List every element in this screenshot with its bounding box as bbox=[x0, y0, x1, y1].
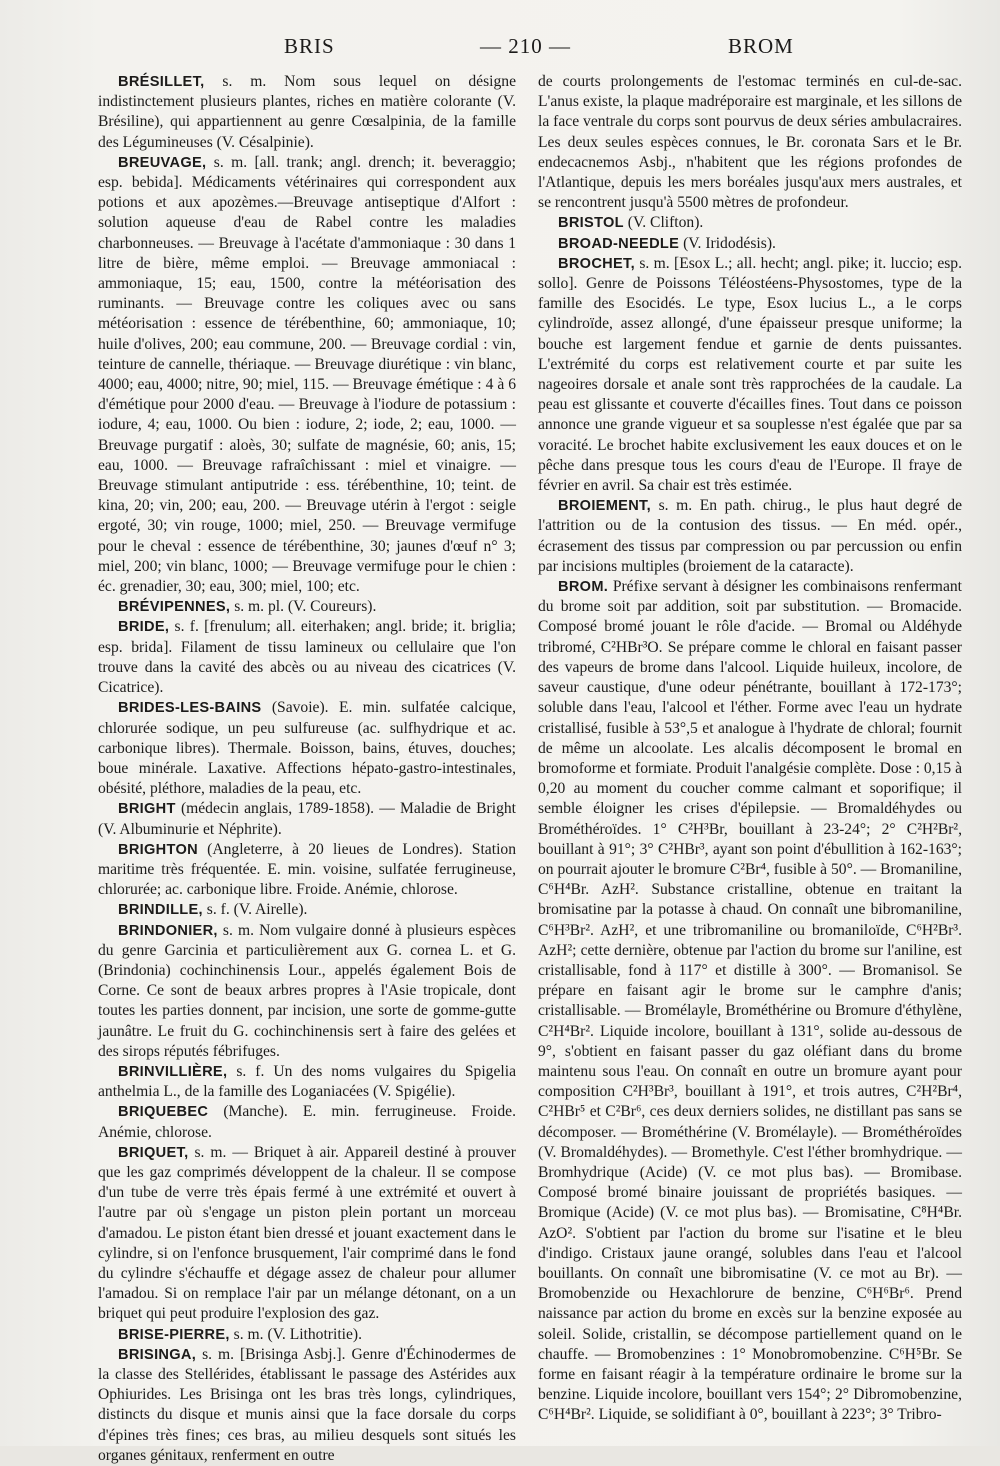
entry-headword: BROAD-NEEDLE bbox=[558, 235, 680, 252]
dictionary-entry bbox=[98, 1102, 516, 1142]
entry-headword: BROM. bbox=[558, 579, 609, 596]
dictionary-entry bbox=[98, 1143, 516, 1325]
dictionary-entry bbox=[98, 921, 516, 1062]
entry-headword: BRIQUET, bbox=[118, 1144, 189, 1161]
entry-definition: s. m. (V. Lithotritie). bbox=[233, 1325, 363, 1343]
entry-definition: s. m. [Esox L.; all. hecht; angl. pike; it. luccio; esp. sollo]. Genre de Poissons Téléostéens-Physostomes, type de la famille des Esocidés. Le type, Esox lucius L., a le corps cylindroïde, assez allongé, d'une épaisseur presque uniforme; la bouche est largement fendue et garnie de dents puissantes. L'extrémité du corps est relativement courte et par suite les nageoires dorsale et anale sont très rapprochées de la caudale. La peau est glissante et couverte d'écailles fines. Tout dans ce poisson annonce une grande vigueur et sa souplesse n'est égalée que par sa voracité. Le brochet habite exclusivement les eaux douces et on le pêche dans presque tous les cours d'eau de l'Europe. Il fraye de février en avril. Sa chair est très estimée. bbox=[538, 254, 962, 495]
dictionary-entry bbox=[538, 72, 962, 213]
dictionary-entry bbox=[98, 1062, 516, 1102]
entry-definition: s. m. pl. (V. Coureurs). bbox=[234, 598, 377, 616]
running-header bbox=[88, 34, 800, 64]
entry-headword: BRISE-PIERRE, bbox=[118, 1326, 230, 1343]
dictionary-entry bbox=[538, 234, 962, 254]
entry-definition: (Manche). E. min. ferrugineuse. Froide. Anémie, chlorose. bbox=[98, 1103, 516, 1141]
entry-definition: Préfixe servant à désigner les combinaisons renfermant du brome soit par addition, soit par substitution. — Bromacide. Composé bromé jouant le rôle d'acide. — Bromal ou Aldéhyde tribromé, C²HBr³O. Se prépare comme le chloral en faisant passer des vapeurs de brome dans l'alcool. Liquide huileux, incolore, de saveur caustique, d'une odeur pénétrante, bouillant à 172-173°; soluble dans l'eau, l'alcool et l'éther. Forme avec l'eau un hydrate cristallisé, fusible à 53°,5 et analogue à l'hydrate de chloral; fournit de même un alcoolate. Les alcalis décomposent le bromal en bromoforme et formiate. Produit l'analgésie complète. Dose : 0,15 à 0,20 au moment du coucher comme calmant et soporifique; il semble éloigner les crises d'épilepsie. — Bromaldéhydes ou Brométhéroïdes. 1° C²H³Br, bouillant à 23-24°; 2° C²H²Br², bouillant à 91°; 3° C²HBr³, ayant son point d'ébullition à 162-163°; on pourrait ajouter le bromure C²Br⁴, fusible à 50°. — Bromaniline, C⁶H⁴Br. AzH². Substance cristalline, obtenue en traitant la bromisatine par la potasse à chaud. On connaît une bibromaniline, C⁶H³Br². AzH², et une tribromaniline ou bromaniloïde, C⁶H²Br³. AzH²; cette dernière, obtenue par l'action du brome sur l'aniline, est cristallisable, fond à 117° et distille à 300°. — Bromanisol. Se prépare en faisant agir le brome sur le camphre d'anis; cristallisable. — Bromélayle, Brométhérine ou Bromure d'éthylène, C²H⁴Br². Liquide incolore, bouillant à 131°, solide au-dessous de 9°, s'obtient en faisant passer du gaz oléfiant dans du brome maintenu sous l'eau. On connaît en outre un bromure ayant pour composition C²H³Br³, bouillant à 191°, et trois autres, C²H²Br⁴, C²HBr⁵ et C²Br⁶, ces deux derniers solides, ne distillant pas sans se décomposer. — Brométhérine (V. Bromélayle). — Brométhéroïdes (V. Bromaldéhydes). — Bromethyle. C'est l'éther bromhydrique. — Bromhydrique (Acide) (V. ce mot plus bas). — Bromibase. Composé bromé binaire jouissant de propriétés basiques. — Bromique (Acide) (V. ce mot plus bas). — Bromisatine, C⁸H⁴Br. AzO². S'obtient par l'action du brome sur l'isatine et le bleu d'indigo. Cristaux jaune orangé, solubles dans l'eau et l'alcool bouillants. On connaît une bibromisatine (V. ce mot au Br). — Bromobenzide ou Hexachlorure de benzine, C⁶H⁶Br⁶. Prend naissance par action du brome en excès sur la benzine exposée au soleil. Solide, cristallin, se décompose partiellement quand on le chauffe. — Bromobenzines : 1° Monobromobenzine. C⁶H⁵Br. Se forme en faisant réagir à la température ordinaire le brome sur la benzine. Liquide incolore, bouillant vers 154°; 2° Dibromobenzine, C⁶H⁴Br². Liquide, se solidifiant à 0°, bouillant à 223°; 3° Tribro- bbox=[538, 578, 962, 1424]
dictionary-entry bbox=[98, 1345, 516, 1466]
dictionary-entry bbox=[538, 213, 962, 233]
entry-headword: BRIDES-LES-BAINS bbox=[118, 700, 262, 717]
entry-headword: BRINVILLIÈRE, bbox=[118, 1063, 228, 1080]
entry-definition: (V. Iridodésis). bbox=[683, 234, 776, 252]
header-right-guide-word: BROM bbox=[728, 34, 794, 58]
dictionary-entry bbox=[98, 900, 516, 920]
entry-definition: (Angleterre, à 20 lieues de Londres). Station maritime très fréquentée. E. min. voisine, sulfatée ferrugineuse, chlorurée; ac. carbonique libre. Froide. Anémie, chlorose. bbox=[98, 840, 516, 899]
entry-headword: BROIEMENT, bbox=[558, 498, 651, 515]
entry-headword: BRÉSILLET, bbox=[118, 74, 205, 90]
entry-definition: s. f. (V. Airelle). bbox=[206, 901, 308, 919]
entry-definition: s. m. — Briquet à air. Appareil destiné à prouver que les gaz comprimés développent de la chaleur. Il se compose d'un tube de verre très épais fermé à une extrémité et ouvert à l'autre par où s'engage un piston plein portant un morceau d'amadou. Le piston étant bien dressé et jouant exactement dans le cylindre, si on l'enfonce brusquement, l'air comprimé dans le fond du cylindre s'échauffe et dégage assez de chaleur pour allumer l'amadou. Si on remplace l'air par un mélange détonant, on a un briquet qui peut produire l'explosion des gaz. bbox=[98, 1143, 516, 1323]
dictionary-entry bbox=[98, 1325, 516, 1345]
dictionary-entry bbox=[98, 698, 516, 799]
dictionary-entry bbox=[98, 153, 516, 597]
entry-headword: BREUVAGE, bbox=[118, 154, 207, 171]
entry-headword: BRISTOL bbox=[558, 215, 624, 232]
entry-headword: BRIDE, bbox=[118, 619, 170, 636]
entry-definition: s. m. [all. trank; angl. drench; it. beveraggio; esp. bebida]. Médicaments vétérinaires qui correspondent aux potions et aux apozèmes.—Breuvage antiseptique d'Alfort : solution aqueuse d'eau de Rabel contre les maladies charbonneuses. — Breuvage à l'acétate d'ammoniaque : 30 dans 1 litre de bière, même emploi. — Breuvage ammoniacal : ammoniaque, 15; eau, 1500, contre la météorisation des ruminants. — Breuvage contre les coliques avec ou sans météorisation : essence de térébenthine, 60; ammoniaque, 10; huile d'olives, 200; eau commune, 200. — Breuvage cordial : vin, teinture de cannelle, thériaque. — Breuvage diurétique : vin blanc, 4000; eau, 4000; nitre, 90; miel, 115. — Breuvage émétique : 4 à 6 d'émétique pour 2000 d'eau. — Breuvage à l'iodure de potassium : iodure, 4; eau, 1000. Ou bien : iodure, 2; iode, 2; eau, 1000. — Breuvage purgatif : aloès, 30; sulfate de magnésie, 60; anis, 15; eau, 1000. — Breuvage rafraîchissant : miel et vinaigre. — Breuvage stimulant antiputride : ess. térébenthine, 10; teint. de kina, 20; vin, 200; eau, 200. — Breuvage utérin à l'ergot : seigle ergoté, 30; vin rouge, 1000; miel, 250. — Breuvage vermifuge pour le cheval : essence de térébenthine, 30; jaunes d'œuf n° 3; miel, 200; vin blanc, 1000; — Breuvage vermifuge pour le chien : éc. grenadier, 30; eau, 300; miel, 100; etc. bbox=[98, 153, 516, 596]
dictionary-entry bbox=[98, 597, 516, 617]
entry-definition: de courts prolongements de l'estomac terminés en cul-de-sac. L'anus existe, la plaque madréporaire est marginale, et les sillons de la face ventrale du corps sont pourvus de deux séries ambulacraires. Les deux seules espèces connues, le Br. coronata Sars et le Br. endecacnemos Asbj., n'habitent que les régions profondes de l'Atlantique, depuis les mers boréales jusqu'aux mers australes, et se rencontrent jusqu'à 5500 mètres de profondeur. bbox=[538, 73, 962, 212]
entry-headword: BRÉVIPENNES, bbox=[118, 599, 231, 616]
entry-definition: s. f. [frenulum; all. eiterhaken; angl. bride; it. briglia; esp. brida]. Filament de tissu lamineux ou cellulaire que l'on trouve dans la cavité des abcès ou au niveau des cicatrices (V. Cicatrice). bbox=[98, 618, 516, 697]
dictionary-entry bbox=[98, 799, 516, 839]
right-column bbox=[538, 72, 962, 1426]
entry-definition: (Savoie). E. min. sulfatée calcique, chlorurée sodique, un peu sulfureuse (ac. sulfhydrique et ac. carbonique libres). Thermale. Boisson, bains, étuves, douches; boue minérale. Laxative. Affections hépato-gastro-intestinales, obésité, pléthore, maladies de la peau, etc. bbox=[98, 699, 516, 798]
entry-headword: BROCHET, bbox=[558, 255, 635, 272]
entry-headword: BRIGHT bbox=[118, 801, 176, 818]
dictionary-entry bbox=[538, 577, 962, 1426]
entry-headword: BRINDILLE, bbox=[118, 902, 203, 919]
entry-definition: (V. Clifton). bbox=[627, 214, 704, 232]
left-column bbox=[98, 72, 516, 1466]
dictionary-entry bbox=[98, 617, 516, 698]
entry-definition: s. m. En path. chirug., le plus haut degré de l'attrition ou de la contusion des tissus. — En méd. opér., écrasement des tissus par compression ou par percussion ou enfin par incisions multiples (broiement de la cataracte). bbox=[538, 497, 962, 575]
dictionary-entry bbox=[98, 840, 516, 901]
entry-headword: BRISINGA, bbox=[118, 1346, 197, 1363]
entry-definition: (médecin anglais, 1789-1858). — Maladie de Bright (V. Albuminurie et Néphrite). bbox=[98, 800, 516, 838]
entry-headword: BRINDONIER, bbox=[118, 922, 218, 939]
entry-definition: s. f. Un des noms vulgaires du Spigelia anthelmia L., de la famille des Loganiacées (V. Spigélie). bbox=[98, 1062, 516, 1101]
header-left-guide-word: BRIS bbox=[284, 34, 335, 58]
dictionary-entry bbox=[538, 254, 962, 496]
entry-definition: s. m. [Brisinga Asbj.]. Genre d'Échinodermes de la classe des Stellérides, établissant le passage des Astérides aux Ophiurides. Les Brisinga ont les bras très longs, cylindriques, distincts du disque et munis ainsi que la face dorsale du corps d'épines très fines; ces bras, au milieu desquels sont situés les organes génitaux, renferment en outre bbox=[98, 1345, 516, 1464]
page-number: — 210 — bbox=[480, 34, 571, 58]
entry-definition: s. m. Nom sous lequel on désigne indistinctement plusieurs plantes, riches en matière colorante (V. Brésiline), qui appartiennent au genre Cœsalpinia, de la famille des Légumineuses (V. Césalpinie). bbox=[98, 73, 516, 151]
entry-headword: BRIGHTON bbox=[118, 841, 198, 858]
entry-headword: BRIQUEBEC bbox=[118, 1104, 209, 1121]
dictionary-entry bbox=[538, 496, 962, 577]
entry-definition: s. m. Nom vulgaire donné à plusieurs espèces du genre Garcinia et particulièrement aux G. cornea L. et G. (Brindonia) cochinchinensis Lour., appelés également Bois de Corne. Ce sont de beaux arbres propres à l'Asie tropicale, dont toutes les parties donnent, par incision, une sorte de gomme-gutte jaunâtre. Le fruit du G. cochinchinensis sert à faire des gelées et des sirops réputés fébrifuges. bbox=[98, 921, 516, 1060]
dictionary-entry bbox=[98, 72, 516, 153]
